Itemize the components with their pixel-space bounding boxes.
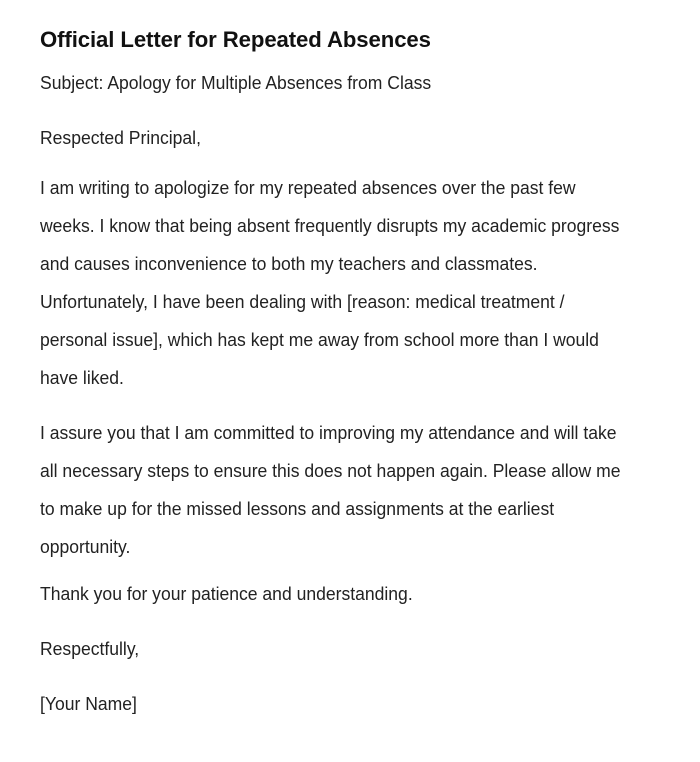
letter-paragraph-1: I am writing to apologize for my repeated absences over the past few weeks. I know that being absent frequently disrupts my academic progress and causes inconvenience to both my teachers and classmates. Unfortunately, I have been dealing with [reason: medical treatment / personal issue], which has kept me away from school more than I would have liked. [40,177,620,388]
page-title: Official Letter for Repeated Absences [40,27,431,52]
letter-subject: Subject: Apology for Multiple Absences from Class [40,72,432,93]
letter-content [40,0,626,713]
letter-thanks: Thank you for your patience and understanding. [40,583,413,604]
letter-salutation: Respected Principal, [40,127,201,148]
letter-signature: [Your Name] [40,693,137,714]
letter-closing: Respectfully, [40,638,140,659]
letter-paragraph-2: I assure you that I am committed to improving my attendance and will take all necessary steps to ensure this does not happen again. Please allow me to make up for the missed lessons and assignments at the earliest opportunity. [40,422,621,557]
